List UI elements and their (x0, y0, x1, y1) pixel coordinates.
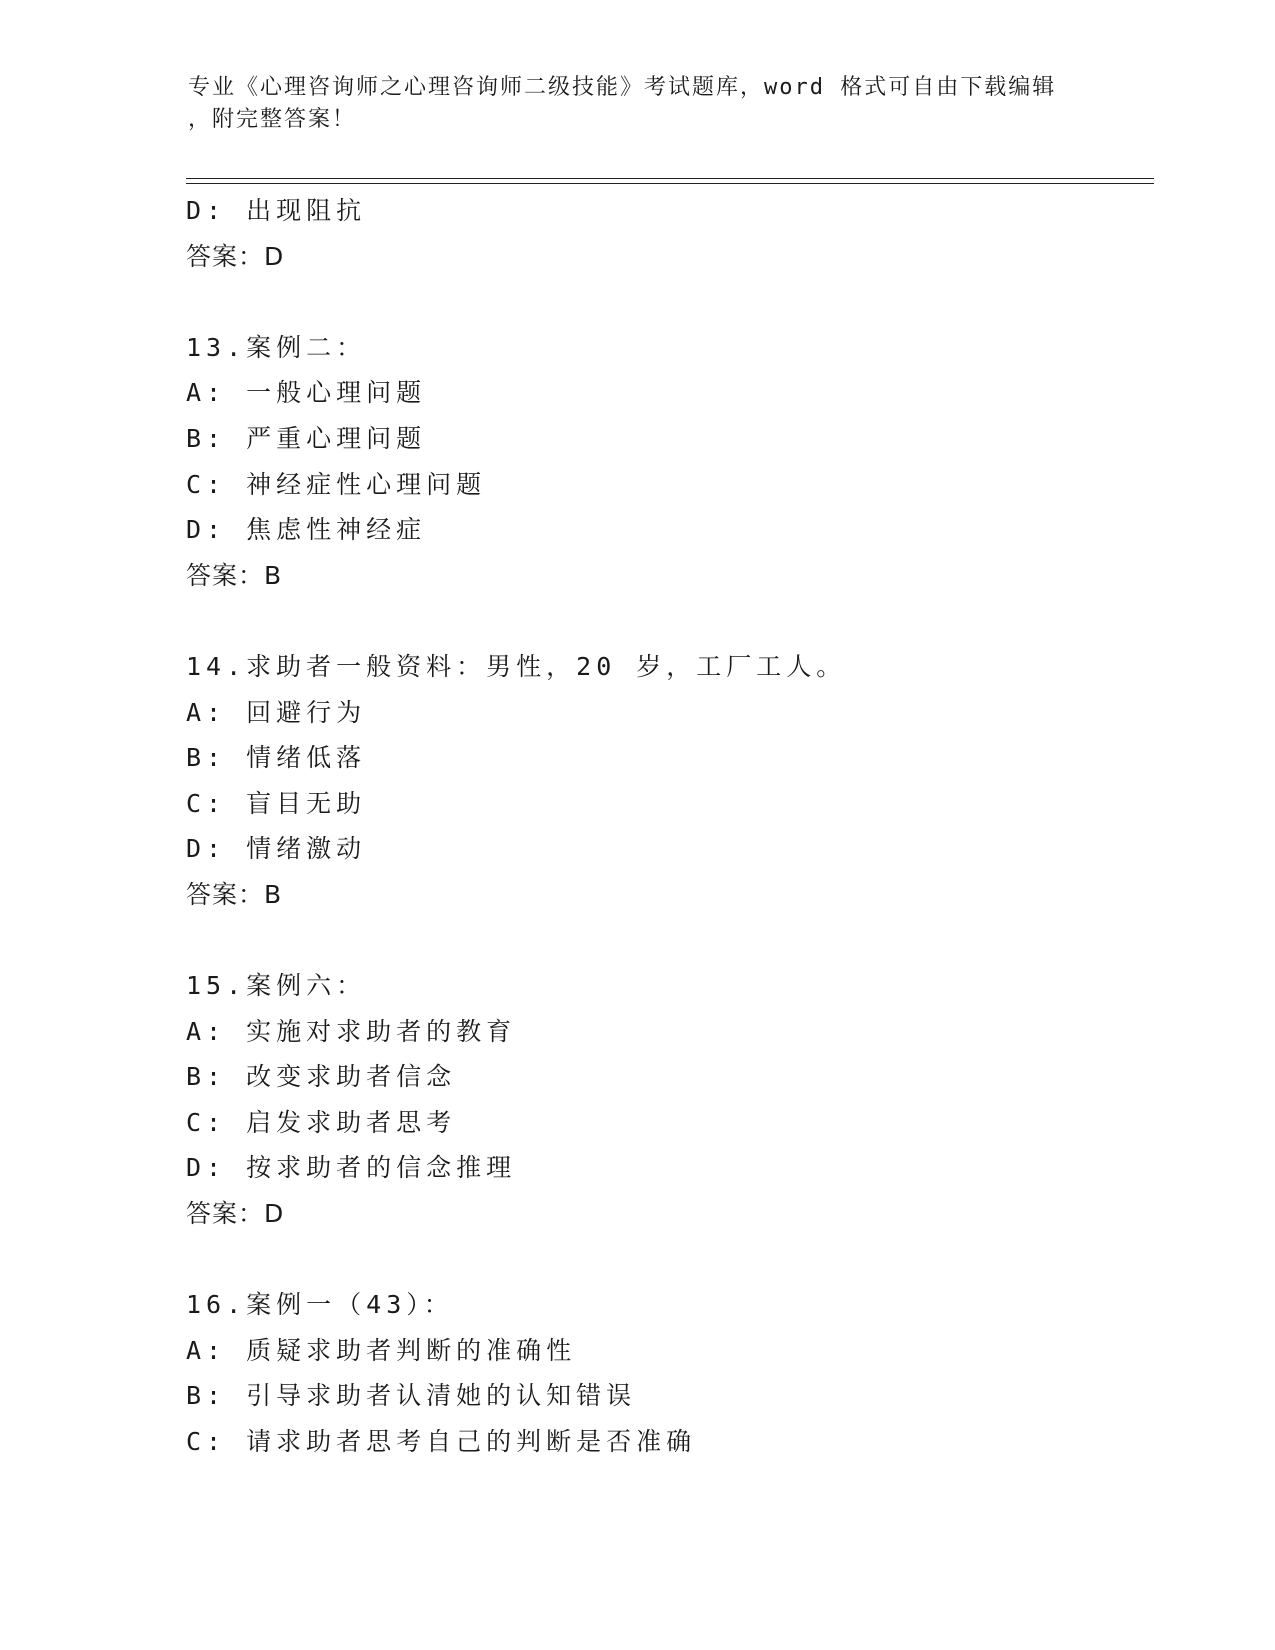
question-stem: 13.案例二： (186, 332, 367, 362)
answer: 答案：B (186, 560, 283, 590)
header-line-1: 专业《心理咨询师之心理咨询师二级技能》考试题库，word 格式可自由下载编辑 (188, 75, 1057, 100)
header-divider-top (186, 178, 1154, 179)
option-b: B: 严重心理问题 (186, 423, 427, 453)
option-a: A: 质疑求助者判断的准确性 (186, 1335, 577, 1365)
spacer (186, 279, 1146, 325)
option-c: C: 盲目无助 (186, 788, 367, 818)
question-14 (186, 644, 1146, 918)
question-stem: 15.案例六： (186, 971, 367, 1001)
question-stem: 16.案例一（43）： (186, 1290, 454, 1320)
option-c: C: 请求助者思考自己的判断是否准确 (186, 1427, 697, 1457)
option-c: C: 启发求助者思考 (186, 1107, 457, 1137)
option-d: D: 情绪激动 (186, 834, 367, 864)
option-a: A: 一般心理问题 (186, 378, 427, 408)
page-header (188, 72, 1088, 136)
question-15 (186, 963, 1146, 1237)
option-a: A: 回避行为 (186, 697, 367, 727)
spacer (186, 918, 1146, 964)
answer: 答案：D (186, 1199, 285, 1229)
option-b: B: 情绪低落 (186, 743, 367, 773)
spacer (186, 1237, 1146, 1283)
option-a: A: 实施对求助者的教育 (186, 1016, 517, 1046)
header-line-2: ，附完整答案！ (188, 107, 357, 132)
question-stem: 14.求助者一般资料：男性，20 岁，工厂工人。 (186, 651, 847, 681)
option-d: D: 焦虑性神经症 (186, 515, 427, 545)
answer: 答案：B (186, 879, 283, 909)
question-list (186, 188, 1146, 1465)
leading-answer: 答案：D (186, 241, 285, 271)
leading-option-d: D: 出现阻抗 (186, 196, 367, 225)
option-b: B: 引导求助者认清她的认知错误 (186, 1381, 637, 1411)
header-divider-bottom (186, 183, 1154, 184)
question-16 (186, 1282, 1146, 1464)
option-d: D: 按求助者的信念推理 (186, 1153, 517, 1183)
spacer (186, 598, 1146, 644)
option-b: B: 改变求助者信念 (186, 1062, 457, 1092)
option-c: C: 神经症性心理问题 (186, 469, 487, 499)
question-13 (186, 325, 1146, 599)
